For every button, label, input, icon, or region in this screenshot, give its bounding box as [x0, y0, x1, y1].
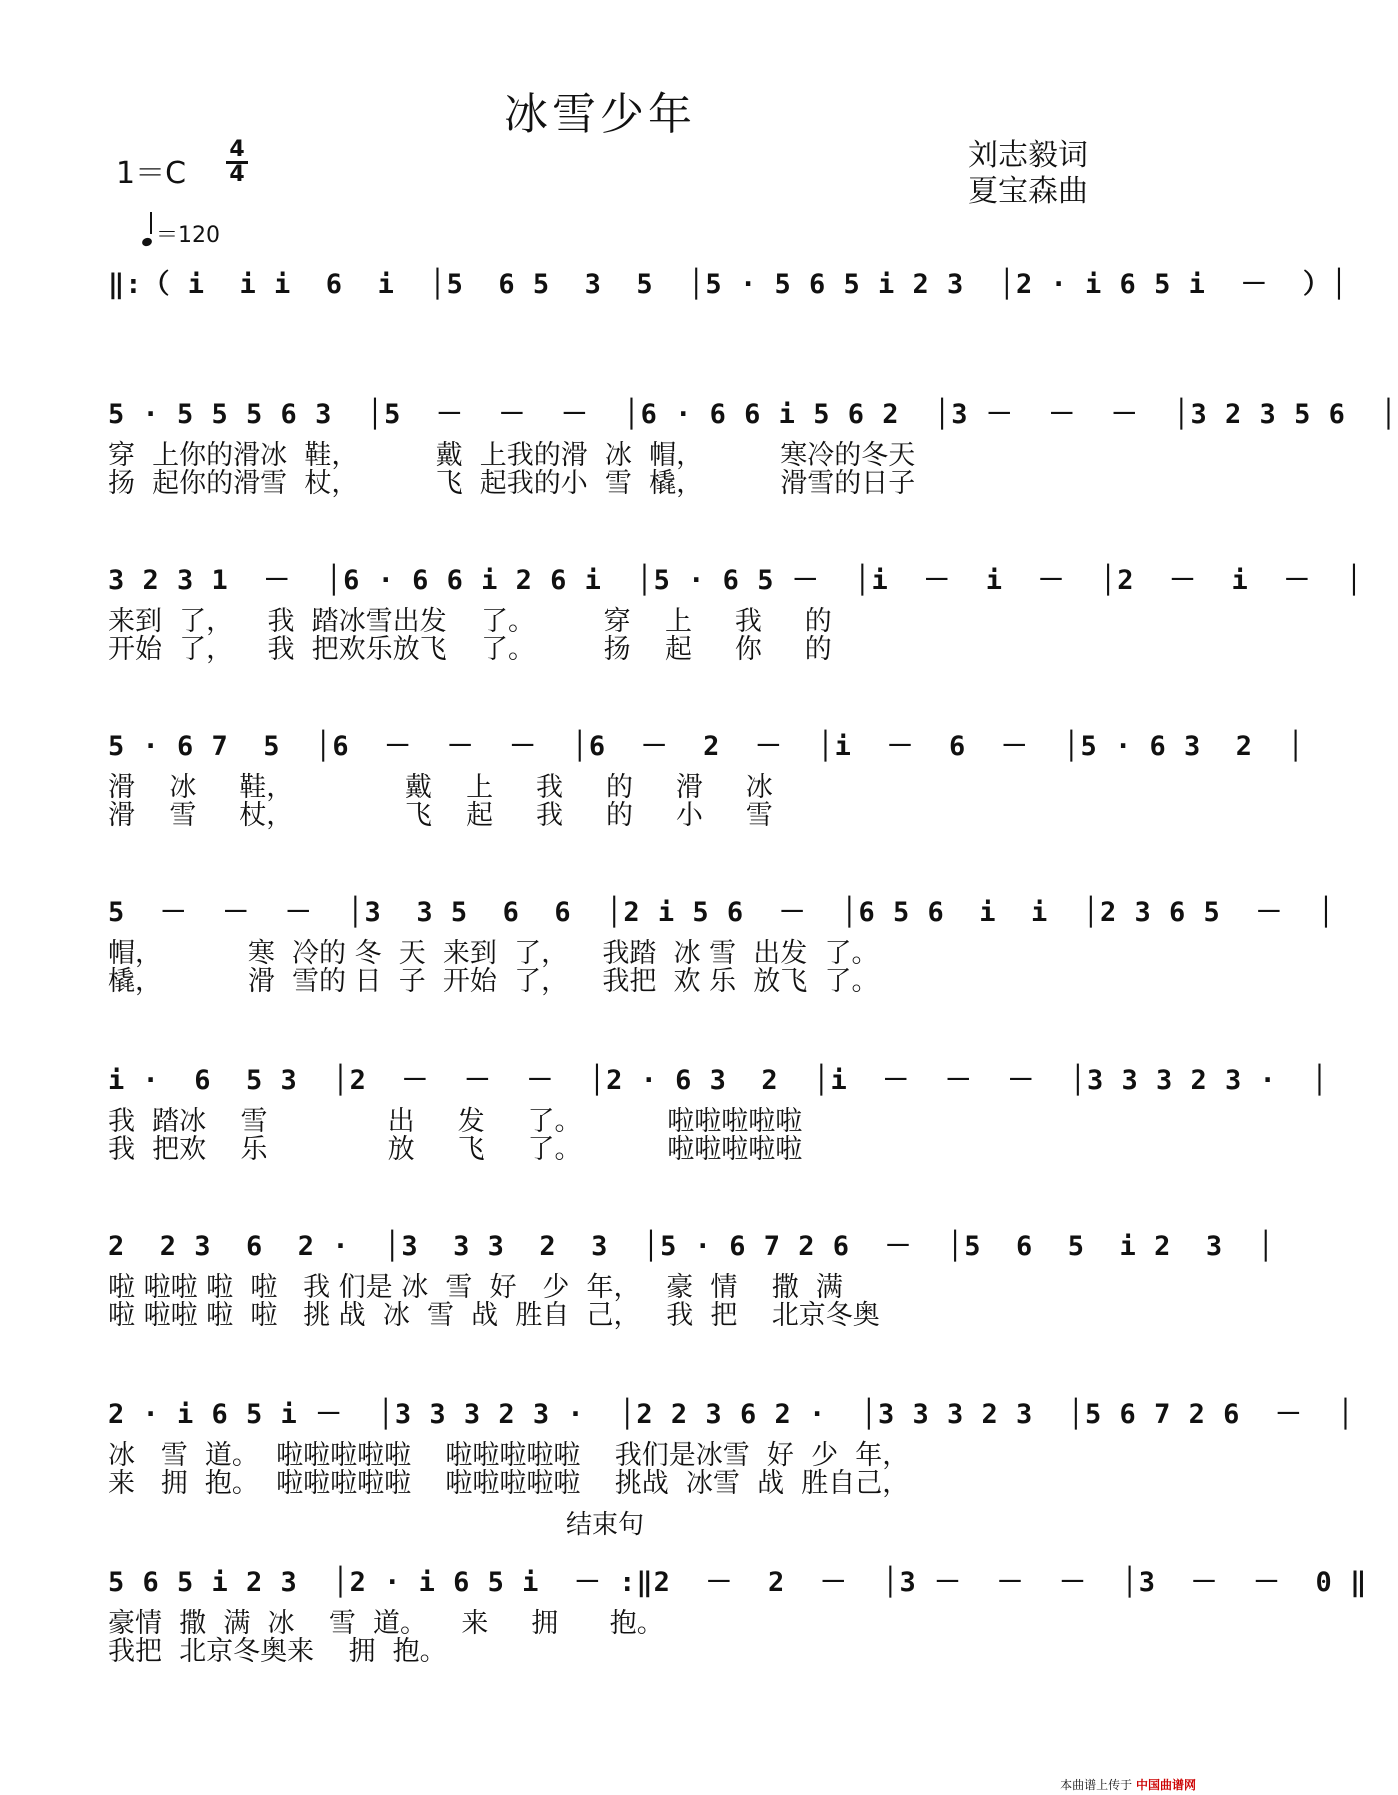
lyric-verse-2: 来 拥 抱。 啦啦啦啦啦 啦啦啦啦啦 挑战 冰雪 战 胜自己， — [108, 1468, 910, 1499]
notation-line: 2 2 3 6 2 · │3 3 3 2 3 │5 · 6 7 2 6 － │5 6 5 i 2 3 │ — [108, 1231, 1275, 1262]
lyric-verse-1: 我 踏冰 雪 出 发 了。 啦啦啦啦啦 — [108, 1106, 803, 1137]
notation-line: i · 6 5 3 │2 － － － │2 · 6 3 2 │i － － － │3 3 3 2 3 · │ — [108, 1065, 1329, 1096]
key-signature: 1＝C — [116, 156, 187, 191]
lyric-verse-1: 豪情 撒 满 冰 雪 道。 来 拥 抱。 — [108, 1608, 664, 1639]
lyric-verse-1: 帽， 寒 冷的 冬 天 来到 了， 我踏 冰 雪 出发 了。 — [108, 938, 879, 969]
lyric-verse-2: 开始 了， 我 把欢乐放飞 了。 扬 起 你 的 — [108, 634, 832, 665]
notation-line: 5 － － － │3 3 5 6 6 │2 i 5 6 － │6 5 6 i i │2 3 6 5 － │ — [108, 897, 1336, 928]
lyric-verse-1: 啦 啦啦 啦 啦 我 们是 冰 雪 好 少 年， 豪 情 撒 满 — [108, 1272, 843, 1303]
notation-line: 5 · 5 5 5 6 3 │5 － － － │6 · 6 6 i 5 6 2 │3 － － － │3 2 3 5 6 │ — [108, 399, 1398, 430]
lyric-verse-1: 冰 雪 道。 啦啦啦啦啦 啦啦啦啦啦 我们是冰雪 好 少 年， — [108, 1440, 910, 1471]
lyric-verse-1: 来到 了， 我 踏冰雪出发 了。 穿 上 我 的 — [108, 606, 832, 637]
coda-label: 结束句 — [566, 1510, 645, 1540]
notation-line: ‖:（ i i i 6 i │5 6 5 3 5 │5 · 5 6 5 i 2 3 │2 · i 6 5 i － ）│ — [108, 269, 1349, 300]
footer-credit — [1060, 1776, 1196, 1793]
time-signature — [226, 137, 248, 187]
notation-line: 5 6 5 i 2 3 │2 · i 6 5 i － :‖2 － 2 － │3 － － － │3 － － 0 ‖ — [108, 1567, 1368, 1598]
page-title: 冰雪少年 — [504, 89, 696, 140]
note-stem — [150, 212, 152, 234]
tempo-value: ＝120 — [156, 223, 220, 248]
notation-line: 3 2 3 1 － │6 · 6 6 i 2 6 i │5 · 6 5 － │i － i － │2 － i － │ — [108, 565, 1364, 596]
lyric-verse-2: 啦 啦啦 啦 啦 挑 战 冰 雪 战 胜自 己， 我 把 北京冬奥 — [108, 1300, 880, 1331]
time-numerator: 4 — [229, 137, 245, 162]
lyric-verse-2: 扬 起你的滑雪 杖， 飞 起我的小 雪 橇， 滑雪的日子 — [108, 468, 916, 499]
notation-line: 2 · i 6 5 i － │3 3 3 2 3 · │2 2 3 6 2 · │3 3 3 2 3 │5 6 7 2 6 － │ — [108, 1399, 1355, 1430]
quarter-note-icon — [141, 237, 153, 248]
notation-line: 5 · 6 7 5 │6 － － － │6 － 2 － │i － 6 － │5 · 6 3 2 │ — [108, 731, 1305, 762]
lyric-verse-2: 我把 北京冬奥来 拥 抱。 — [108, 1636, 447, 1667]
footer-site: 中国曲谱网 — [1135, 1778, 1196, 1792]
tempo-marking — [142, 218, 220, 249]
footer-text: 本曲谱上传于 — [1060, 1778, 1133, 1792]
lyric-verse-1: 穿 上你的滑冰 鞋， 戴 上我的滑 冰 帽， 寒冷的冬天 — [108, 440, 916, 471]
lyric-verse-2: 我 把欢 乐 放 飞 了。 啦啦啦啦啦 — [108, 1134, 803, 1165]
time-denominator: 4 — [229, 162, 245, 187]
lyric-verse-2: 橇， 滑 雪的 日 子 开始 了， 我把 欢 乐 放飞 了。 — [108, 966, 879, 997]
lyricist-credit: 刘志毅词 — [968, 138, 1088, 173]
lyric-verse-2: 滑 雪 杖， 飞 起 我 的 小 雪 — [108, 800, 773, 831]
lyric-verse-1: 滑 冰 鞋， 戴 上 我 的 滑 冰 — [108, 772, 773, 803]
composer-credit: 夏宝森曲 — [968, 174, 1088, 209]
